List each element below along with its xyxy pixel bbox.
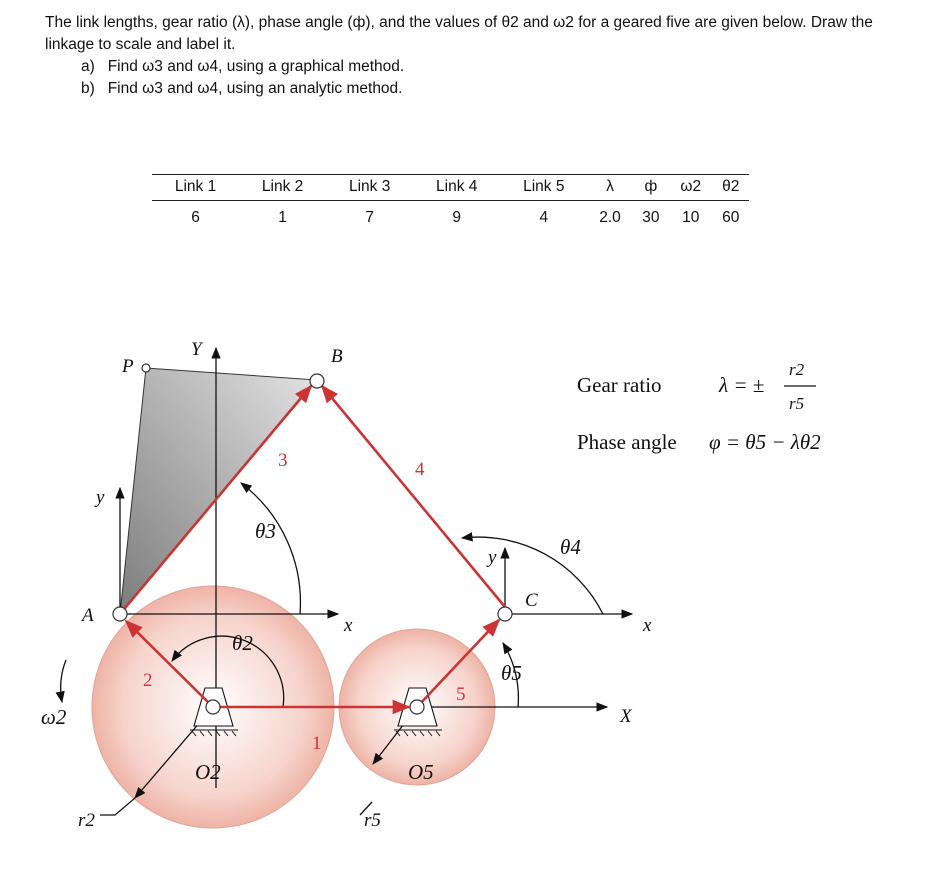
part-a-text: Find ω3 and ω4, using a graphical method. [107, 58, 405, 75]
part-a-label: a) [81, 58, 95, 75]
problem-text: The link lengths, gear ratio (λ), phase angle (ф), and the values of θ2 and ω2 for a geared five are given below. Draw the linkage to scale and label it. [45, 14, 873, 53]
joint-a [113, 607, 127, 621]
value-phi: 30 [642, 209, 660, 226]
gear-ratio-formula: λ = ± [719, 373, 765, 397]
value-link1: 6 [191, 209, 200, 226]
label-omega2: ω2 [41, 705, 67, 729]
label-link-2: 2 [143, 670, 153, 691]
label-y-axis: Y [191, 339, 202, 360]
label-link-3: 3 [278, 450, 288, 471]
label-theta3: θ3 [255, 519, 276, 543]
label-link-4: 4 [415, 459, 425, 480]
label-o5: O5 [408, 760, 434, 784]
label-p: P [122, 356, 134, 377]
omega2-arrow [61, 660, 66, 702]
header-link2: Link 2 [239, 175, 326, 201]
header-link1: Link 1 [152, 175, 239, 201]
label-c: C [525, 590, 538, 611]
label-link-1: 1 [312, 733, 322, 754]
label-theta2: θ2 [232, 631, 253, 655]
label-x-right: x [643, 615, 652, 636]
header-phi: ф [633, 175, 669, 201]
value-omega2: 10 [682, 209, 700, 226]
point-p [142, 364, 150, 372]
pivot-o5 [410, 700, 424, 714]
value-link4: 9 [452, 209, 462, 226]
gear-ratio-numerator: r2 [789, 360, 805, 379]
header-omega2: ω2 [669, 175, 713, 201]
r2-leader [100, 798, 135, 815]
label-theta4: θ4 [560, 535, 581, 559]
label-y-left: y [96, 487, 105, 508]
label-x-mid: x [344, 615, 353, 636]
value-link3: 7 [365, 209, 374, 226]
label-r5: r5 [364, 810, 381, 831]
link-4 [322, 386, 505, 607]
phase-angle-formula: φ = θ5 − λθ2 [709, 430, 821, 454]
value-link2: 1 [278, 209, 287, 226]
part-b-label: b) [81, 80, 95, 97]
phase-angle-label: Phase angle [577, 430, 677, 454]
joint-b [310, 374, 324, 388]
value-lambda: 2.0 [599, 209, 621, 226]
label-y-right: y [488, 547, 497, 568]
gear-ratio-label: Gear ratio [577, 373, 662, 397]
label-b: B [331, 346, 343, 367]
gear-ratio-denominator: r5 [789, 394, 805, 413]
value-link5: 4 [539, 209, 549, 226]
header-lambda: λ [587, 175, 632, 201]
header-link4: Link 4 [413, 175, 500, 201]
pivot-o2 [206, 700, 220, 714]
header-theta2: θ2 [713, 175, 749, 201]
header-link3: Link 3 [326, 175, 413, 201]
part-b-text: Find ω3 and ω4, using an analytic method. [107, 80, 403, 97]
label-a: A [82, 605, 94, 626]
label-theta5: θ5 [501, 661, 522, 685]
value-theta2: 60 [722, 209, 740, 226]
label-r2: r2 [78, 810, 95, 831]
label-o2: O2 [195, 760, 221, 784]
joint-c [498, 607, 512, 621]
header-link5: Link 5 [500, 175, 587, 201]
label-x-axis: X [620, 706, 632, 727]
label-link-5: 5 [456, 684, 466, 705]
